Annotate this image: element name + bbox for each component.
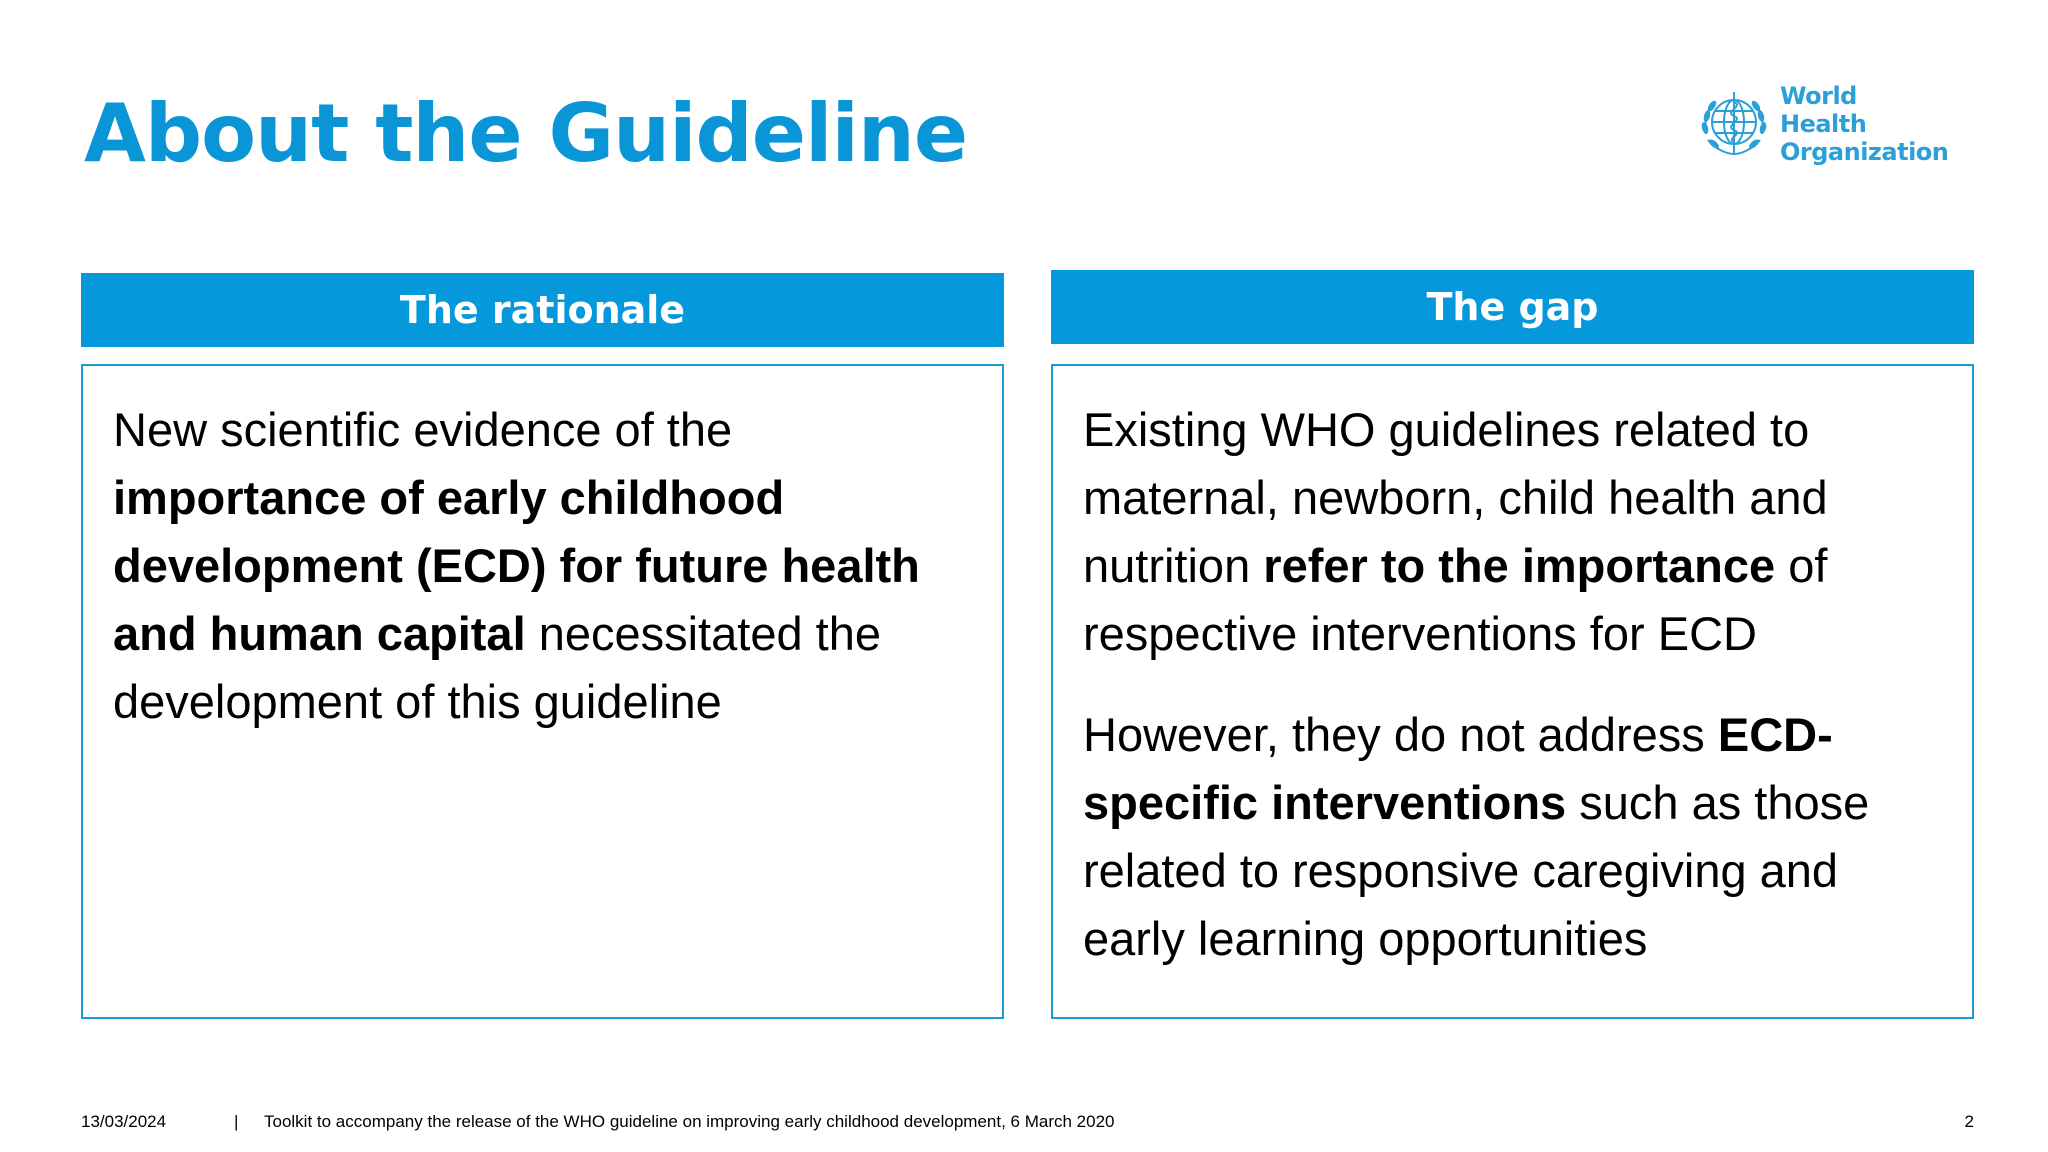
gap-p1-emphasis: refer to the importance — [1263, 539, 1776, 592]
who-wordmark-line1: World Health — [1780, 82, 1867, 138]
gap-header-label: The gap — [1426, 285, 1599, 329]
gap-paragraph-1 — [1083, 396, 1942, 668]
gap-p1-outro: of respective interventions for ECD — [1083, 539, 1828, 660]
who-wordmark-line2: Organization — [1780, 138, 1949, 166]
who-emblem-icon — [1694, 84, 1774, 164]
rationale-text — [113, 396, 972, 736]
who-logo — [1694, 82, 1949, 166]
gap-panel-header — [1051, 270, 1974, 344]
rationale-header-label: The rationale — [399, 288, 686, 332]
gap-p1-intro: Existing WHO guidelines related to maternal, newborn, child health and nutrition — [1083, 403, 1828, 592]
slide-title: About the Guideline — [84, 87, 968, 180]
footer-separator: | — [234, 1112, 239, 1131]
who-wordmark — [1780, 82, 1948, 166]
rationale-text-intro: New scientific evidence of the — [113, 403, 733, 456]
gap-paragraph-2 — [1083, 701, 1942, 973]
rationale-panel-header — [81, 273, 1004, 347]
rationale-text-emphasis: importance of early childhood development (ECD) for future health and human capital — [113, 471, 920, 660]
gap-p2-emphasis: ECD-specific interventions — [1083, 708, 1833, 829]
footer-date: 13/03/2024 — [81, 1112, 167, 1131]
footer-text: Toolkit to accompany the release of the WHO guideline on improving early childhood development, 6 March 2020 — [264, 1112, 1115, 1131]
gap-p2-intro: However, they do not address — [1083, 708, 1718, 761]
gap-p2-outro: such as those related to responsive caregiving and early learning opportunities — [1083, 776, 1870, 965]
gap-panel-body — [1051, 364, 1974, 1019]
rationale-panel-body — [81, 364, 1004, 1019]
rationale-text-outro: necessitated the development of this guideline — [113, 607, 881, 728]
page-number: 2 — [1964, 1112, 1974, 1131]
